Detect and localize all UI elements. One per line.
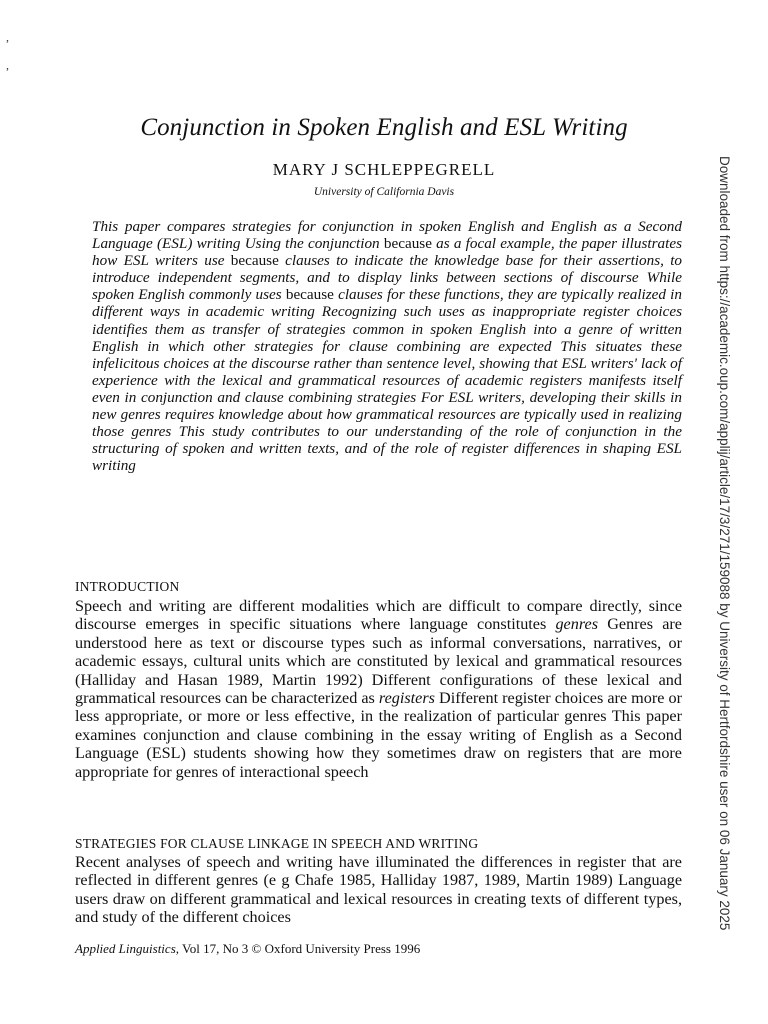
- emphasis-term: genres: [555, 615, 599, 634]
- body-text: Different register choices are more or less appropriate, or more or less effective, in the realization of particular genres This paper examines conjunction and clause combining in the essay writing of English as a Second Language (ESL) students showing how they sometimes draw on registers that are more appropriate for genres of interactional speech: [75, 689, 682, 781]
- introduction-paragraph: [75, 597, 682, 781]
- download-notice: [702, 156, 744, 931]
- section-heading-strategies: STRATEGIES FOR CLAUSE LINKAGE IN SPEECH AND WRITING: [75, 836, 479, 851]
- abstract-text: as a focal example, the paper illustrates how ESL writers use: [92, 235, 682, 270]
- abstract-text: clauses for these functions, they are typically realized in different ways in academic writing Recognizing such uses as inappropriate register choices identifies them as transfer of strategies common in spoken English into a genre of written English in which other strategies for clause combining are expected This situates these infelicitous choices at the discourse rather than sentence level, showing that ESL writers' lack of experience with the lexical and grammatical resources of academic registers manifests itself even in conjunction and clause combining strategies For ESL writers, developing their skills in new genres requires knowledge about how grammatical resources are typically used in realizing those genres This study contributes to our understanding of the role of conjunction in the structuring of spoken and written texts, and of the role of register differences in shaping ESL writing: [92, 286, 682, 475]
- abstract: [92, 218, 682, 474]
- journal-name: Applied Linguistics,: [75, 941, 179, 956]
- abstract-keyword: because: [383, 235, 432, 253]
- emphasis-term: registers: [378, 689, 435, 708]
- article-title: Conjunction in Spoken English and ESL Writing: [140, 114, 628, 141]
- margin-mark: ,: [6, 30, 9, 44]
- strategies-paragraph: Recent analyses of speech and writing have illuminated the differences in register that are reflected in different genres (e g Chafe 1985, Halliday 1987, 1989, Martin 1989) Language users draw on different grammatical and lexical resources in creating texts of different types, and study of the different choices: [75, 853, 682, 927]
- abstract-keyword: because: [230, 252, 279, 270]
- download-notice-text: Downloaded from https://academic.oup.com/applij/article/17/3/271/159088 by University of Hertfordshire user on 06 January 2025: [717, 156, 732, 931]
- journal-footer: [75, 941, 420, 957]
- abstract-keyword: because: [285, 286, 334, 304]
- margin-mark: ,: [6, 58, 9, 72]
- abstract-text: This paper compares strategies for conjunction in spoken English and English as a Second Language (ESL) writing Using the conjunction: [92, 218, 682, 253]
- journal-info: Vol 17, No 3 © Oxford University Press 1996: [179, 941, 421, 956]
- author-affiliation: University of California Davis: [313, 186, 455, 198]
- body-text: Genres are understood here as text or discourse types such as informal conversations, narratives, or academic essays, cultural units which are constituted by lexical and grammatical resources (Halliday and Hasan 1989, Martin 1992) Different configurations of these lexical and grammatical resources can be characterized as: [75, 615, 682, 708]
- body-text: Speech and writing are different modalities which are difficult to compare directly, since discourse emerges in specific situations where language constitutes: [75, 597, 682, 634]
- author-name: MARY J SCHLEPPEGRELL: [272, 160, 496, 179]
- section-heading-introduction: INTRODUCTION: [75, 579, 180, 594]
- abstract-text: clauses to indicate the knowledge base for their assertions, to introduce independent segments, and to display links between sections of discourse While spoken English commonly uses: [92, 252, 683, 304]
